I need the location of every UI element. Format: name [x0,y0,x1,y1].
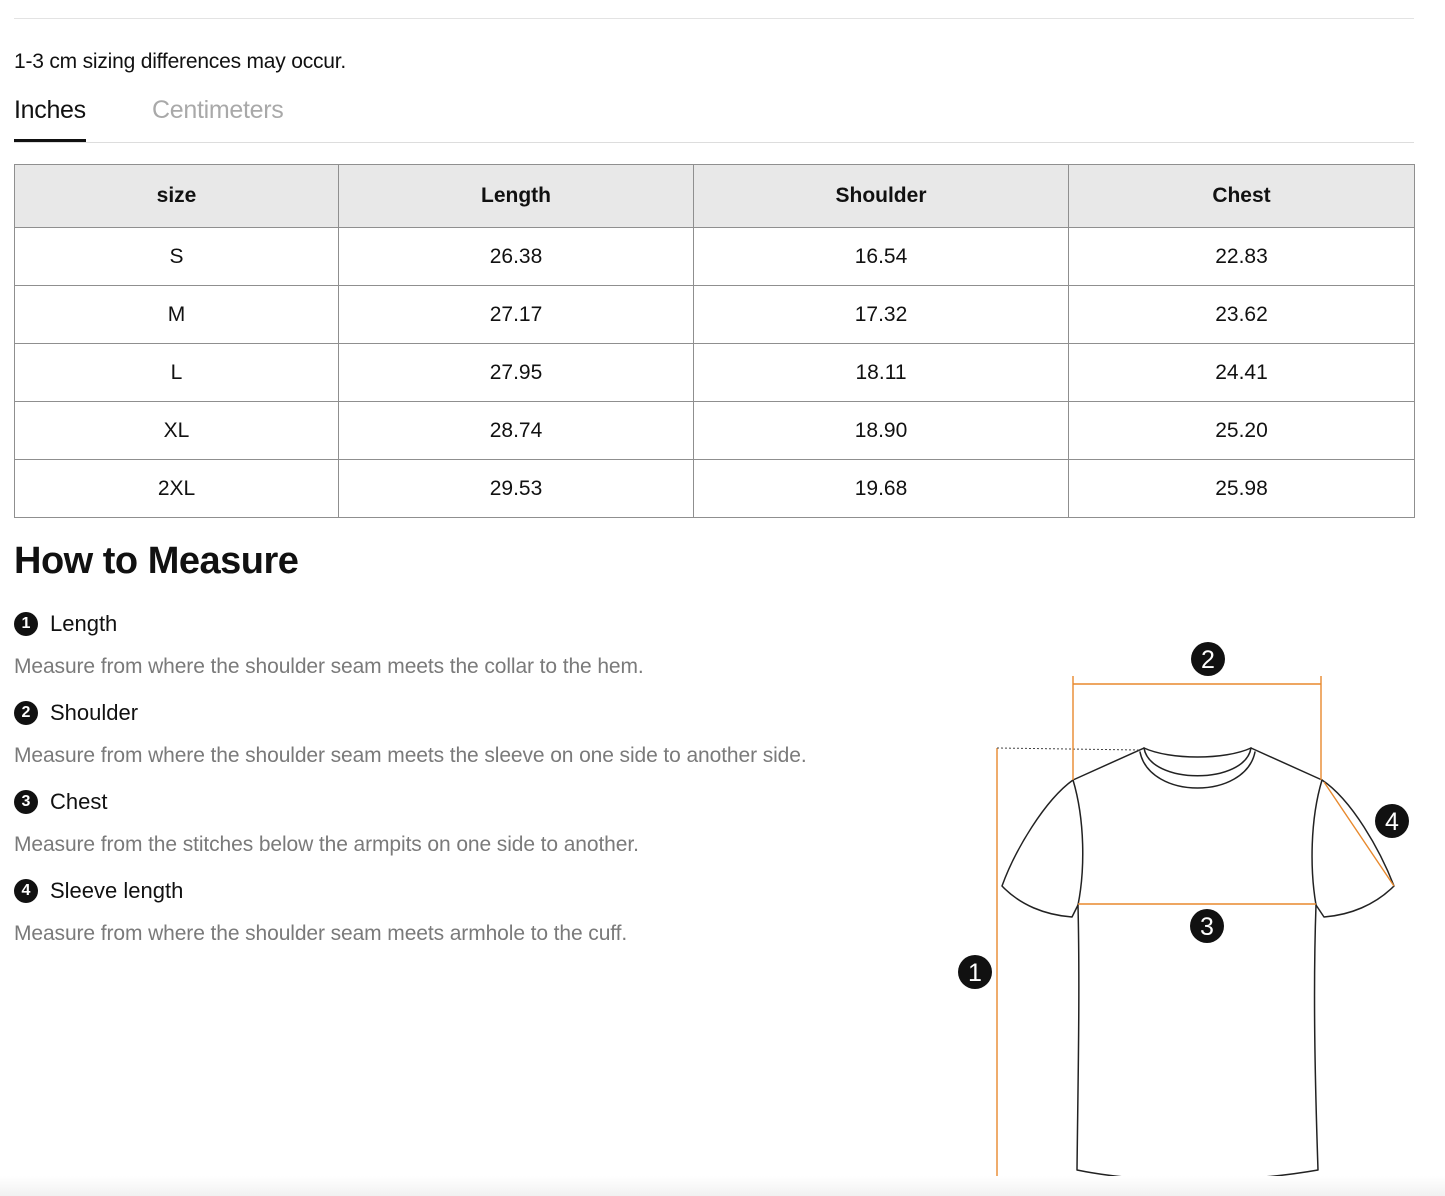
step-label: Sleeve length [50,878,184,903]
table-row [15,344,1415,402]
table-row [15,286,1415,344]
size-chart-table [14,164,1415,518]
step-number-badge: 1 [14,612,38,636]
sizing-disclaimer: 1-3 cm sizing differences may occur. [14,50,347,73]
step-number-badge: 3 [14,790,38,814]
table-cell: 22.83 [1069,228,1415,286]
step-chest [14,789,107,815]
table-cell: 25.98 [1069,460,1415,518]
table-cell: 27.17 [339,286,694,344]
table-row [15,228,1415,286]
marker-label: 1 [968,959,982,987]
step-length [14,611,117,637]
tab-inches[interactable]: Inches [14,96,86,142]
table-cell: M [15,286,339,344]
step-label: Length [50,611,118,636]
column-header-chest: Chest [1069,165,1415,228]
step-label: Shoulder [50,700,139,725]
table-cell: 25.20 [1069,402,1415,460]
table-cell: XL [15,402,339,460]
step-description: Measure from where the shoulder seam meets the sleeve on one side to another side. [14,744,807,767]
step-shoulder [14,700,138,726]
marker-4 [1375,804,1409,838]
top-divider [14,18,1414,19]
table-cell: 26.38 [339,228,694,286]
column-header-size: size [15,165,339,228]
step-number-badge: 4 [14,879,38,903]
table-row [15,460,1415,518]
tab-centimeters[interactable]: Centimeters [152,96,284,124]
column-header-shoulder: Shoulder [694,165,1069,228]
bottom-edge-shadow [0,1176,1445,1196]
table-cell: 18.90 [694,402,1069,460]
table-cell: 27.95 [339,344,694,402]
tshirt-measure-diagram [940,630,1430,1196]
marker-2 [1191,642,1225,676]
table-cell: 16.54 [694,228,1069,286]
tshirt-icon [1002,748,1394,1180]
column-header-length: Length [339,165,694,228]
step-label: Chest [50,789,108,814]
marker-label: 2 [1201,646,1215,674]
marker-1 [958,955,992,989]
length-top-dotted [997,748,1140,750]
table-cell: 28.74 [339,402,694,460]
table-cell: 23.62 [1069,286,1415,344]
step-description: Measure from where the shoulder seam meets armhole to the cuff. [14,922,628,945]
table-cell: S [15,228,339,286]
table-cell: 19.68 [694,460,1069,518]
table-cell: 18.11 [694,344,1069,402]
table-cell: 17.32 [694,286,1069,344]
how-to-measure-title: How to Measure [14,540,299,582]
step-description: Measure from where the shoulder seam meets the collar to the hem. [14,655,644,678]
unit-tabs [14,96,1414,143]
table-cell: 29.53 [339,460,694,518]
marker-label: 3 [1200,913,1214,941]
step-sleeve-length [14,878,183,904]
marker-label: 4 [1385,808,1399,836]
marker-3 [1190,909,1224,943]
table-cell: L [15,344,339,402]
step-number-badge: 2 [14,701,38,725]
table-row [15,402,1415,460]
step-description: Measure from the stitches below the armpits on one side to another. [14,833,639,856]
table-header-row [15,165,1415,228]
table-cell: 24.41 [1069,344,1415,402]
table-cell: 2XL [15,460,339,518]
